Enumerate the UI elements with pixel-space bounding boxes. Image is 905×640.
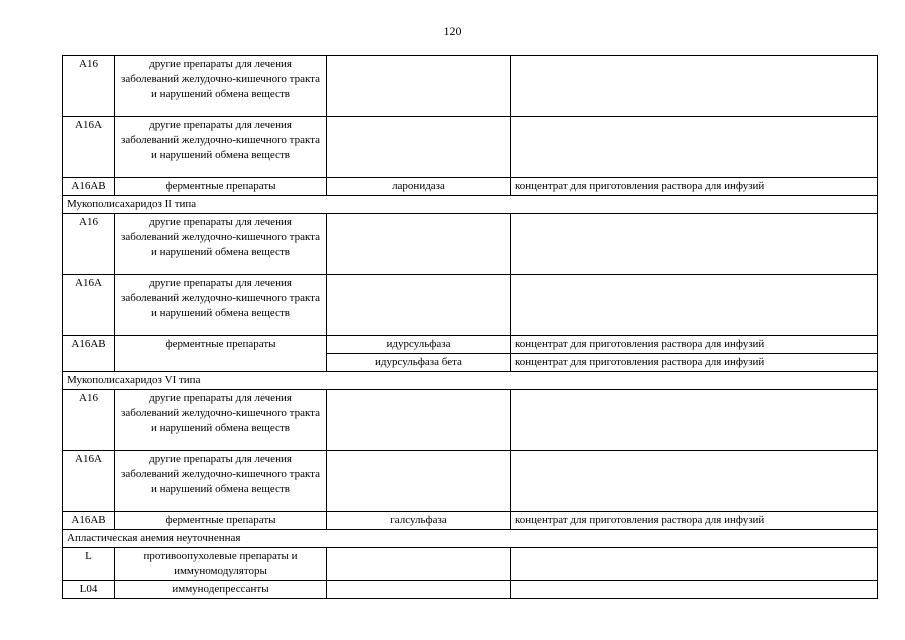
drug-name: идурсульфаза	[327, 336, 511, 354]
dosage-form	[511, 275, 878, 336]
drug-group: ферментные препараты	[115, 336, 327, 372]
table-row	[63, 336, 878, 354]
drug-group: другие препараты для лечения заболеваний желудочно-кишечного тракта и нарушений обмена веществ	[115, 390, 327, 451]
table-row	[63, 56, 878, 117]
section-heading: Мукополисахаридоз VI типа	[63, 372, 878, 390]
drug-group: иммунодепрессанты	[115, 581, 327, 599]
atc-code: A16AB	[63, 512, 115, 530]
table-row	[63, 581, 878, 599]
atc-code: A16	[63, 214, 115, 275]
table-row	[63, 512, 878, 530]
drug-group: другие препараты для лечения заболеваний желудочно-кишечного тракта и нарушений обмена веществ	[115, 451, 327, 512]
section-row	[63, 372, 878, 390]
drug-group: другие препараты для лечения заболеваний желудочно-кишечного тракта и нарушений обмена веществ	[115, 275, 327, 336]
drug-name: идурсульфаза бета	[327, 354, 511, 372]
drug-name: галсульфаза	[327, 512, 511, 530]
table-row	[63, 451, 878, 512]
dosage-form: концентрат для приготовления раствора для инфузий	[511, 354, 878, 372]
atc-code: A16	[63, 56, 115, 117]
table-row	[63, 117, 878, 178]
page-number: 120	[443, 24, 462, 38]
dosage-form: концентрат для приготовления раствора для инфузий	[511, 178, 878, 196]
dosage-form	[511, 581, 878, 599]
atc-code: A16AB	[63, 336, 115, 372]
drug-group: противоопухолевые препараты и иммуномодуляторы	[115, 548, 327, 581]
drug-group: другие препараты для лечения заболеваний желудочно-кишечного тракта и нарушений обмена веществ	[115, 56, 327, 117]
table-row	[63, 178, 878, 196]
atc-code: L	[63, 548, 115, 581]
atc-code: A16	[63, 390, 115, 451]
table-row	[63, 214, 878, 275]
table-row	[63, 548, 878, 581]
drug-group: ферментные препараты	[115, 178, 327, 196]
section-row	[63, 530, 878, 548]
table-row	[63, 390, 878, 451]
drug-name	[327, 117, 511, 178]
dosage-form	[511, 56, 878, 117]
dosage-form	[511, 548, 878, 581]
atc-code: A16A	[63, 451, 115, 512]
atc-code: A16A	[63, 275, 115, 336]
drug-name	[327, 548, 511, 581]
drug-group: ферментные препараты	[115, 512, 327, 530]
drug-table	[62, 55, 878, 599]
dosage-form: концентрат для приготовления раствора для инфузий	[511, 512, 878, 530]
section-heading: Апластическая анемия неуточненная	[63, 530, 878, 548]
table-row	[63, 275, 878, 336]
drug-name: ларонидаза	[327, 178, 511, 196]
drug-group: другие препараты для лечения заболеваний желудочно-кишечного тракта и нарушений обмена веществ	[115, 214, 327, 275]
dosage-form: концентрат для приготовления раствора для инфузий	[511, 336, 878, 354]
drug-group: другие препараты для лечения заболеваний желудочно-кишечного тракта и нарушений обмена веществ	[115, 117, 327, 178]
drug-name	[327, 581, 511, 599]
drug-name	[327, 451, 511, 512]
drug-name	[327, 275, 511, 336]
drug-name	[327, 56, 511, 117]
dosage-form	[511, 214, 878, 275]
dosage-form	[511, 451, 878, 512]
section-row	[63, 196, 878, 214]
atc-code: A16AB	[63, 178, 115, 196]
dosage-form	[511, 117, 878, 178]
drug-name	[327, 214, 511, 275]
atc-code: L04	[63, 581, 115, 599]
section-heading: Мукополисахаридоз II типа	[63, 196, 878, 214]
dosage-form	[511, 390, 878, 451]
atc-code: A16A	[63, 117, 115, 178]
drug-name	[327, 390, 511, 451]
